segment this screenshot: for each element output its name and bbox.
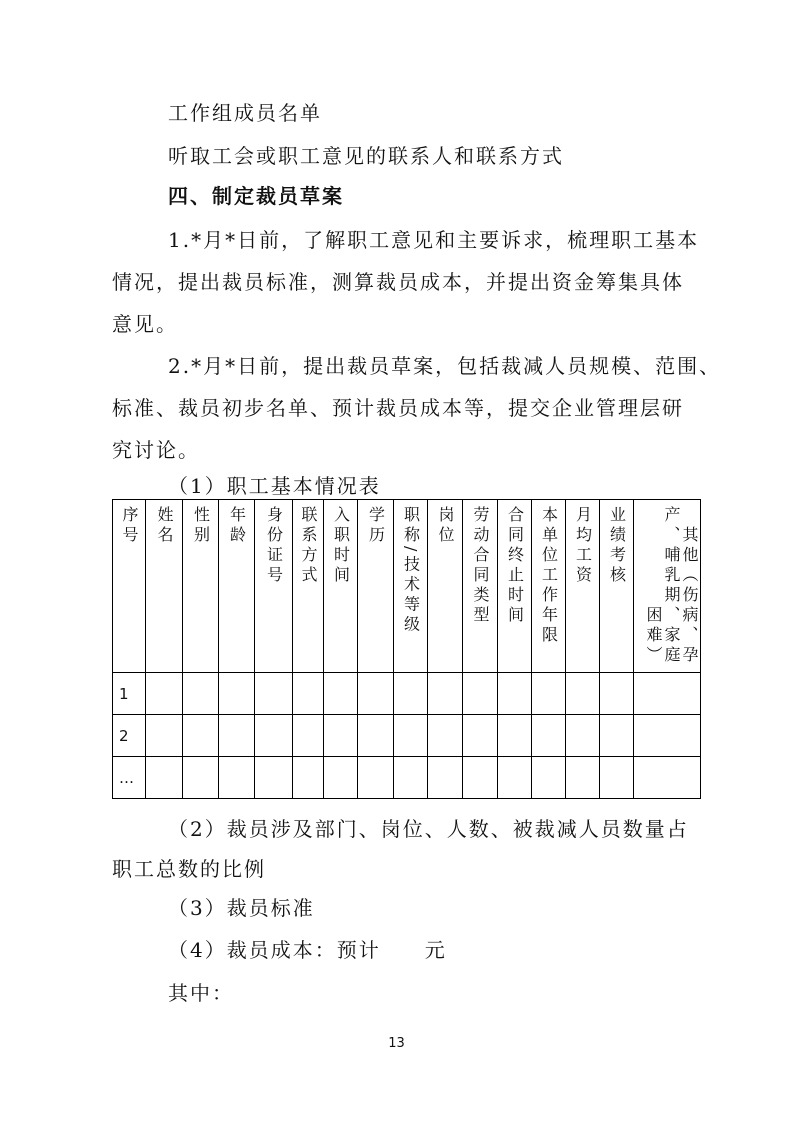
header-cell: 合同终止时间 bbox=[498, 500, 532, 673]
header-cell: 入职时间 bbox=[324, 500, 358, 673]
header-cell: 学历 bbox=[358, 500, 394, 673]
para1-line1: 1.*月*日前，了解职工意见和主要诉求，梳理职工基本 bbox=[168, 228, 700, 252]
header-cell: 姓名 bbox=[146, 500, 183, 673]
header-cell: 业绩考核 bbox=[600, 500, 634, 673]
item3-line: （3）裁员标准 bbox=[168, 896, 315, 920]
section-heading-4: 四、制定裁员草案 bbox=[168, 184, 344, 208]
table-row bbox=[113, 757, 701, 799]
row-number-cell: 1 bbox=[113, 673, 146, 715]
header-cell: 年龄 bbox=[219, 500, 255, 673]
header-cell: 岗位 bbox=[428, 500, 463, 673]
header-cell: 月均工资 bbox=[566, 500, 600, 673]
table-row bbox=[113, 673, 701, 715]
para2-line3: 究讨论。 bbox=[112, 438, 200, 462]
header-cell: 联系方式 bbox=[293, 500, 324, 673]
contact-line: 听取工会或职工意见的联系人和联系方式 bbox=[168, 144, 564, 168]
header-cell: 职称/技术等级 bbox=[394, 500, 428, 673]
table-header-row bbox=[113, 500, 701, 673]
row-number-cell: … bbox=[113, 757, 146, 799]
header-cell-other: 其他（伤病、孕产、哺乳期、家庭困难） bbox=[634, 500, 701, 673]
employee-basic-info-table bbox=[112, 499, 701, 799]
header-cell: 劳动合同类型 bbox=[463, 500, 498, 673]
header-cell: 序号 bbox=[113, 500, 146, 673]
member-list-line: 工作组成员名单 bbox=[168, 101, 322, 125]
table-caption: （1）职工基本情况表 bbox=[168, 474, 381, 498]
item2-line2: 职工总数的比例 bbox=[112, 857, 266, 881]
row-number-cell: 2 bbox=[113, 715, 146, 757]
para2-line1: 2.*月*日前，提出裁员草案，包括裁减人员规模、范围、 bbox=[168, 354, 722, 378]
para2-line2: 标准、裁员初步名单、预计裁员成本等，提交企业管理层研 bbox=[112, 396, 684, 420]
header-cell: 身份证号 bbox=[255, 500, 293, 673]
para1-line2: 情况，提出裁员标准，测算裁员成本，并提出资金筹集具体 bbox=[112, 270, 684, 294]
header-cell: 本单位工作年限 bbox=[532, 500, 566, 673]
item2-line1: （2）裁员涉及部门、岗位、人数、被裁减人员数量占 bbox=[168, 817, 689, 841]
page-number: 13 bbox=[388, 1036, 405, 1051]
header-cell: 性别 bbox=[183, 500, 219, 673]
item4-line: （4）裁员成本：预计 元 bbox=[168, 938, 447, 962]
item5-line: 其中： bbox=[168, 981, 234, 1005]
para1-line3: 意见。 bbox=[112, 312, 178, 336]
table-row bbox=[113, 715, 701, 757]
